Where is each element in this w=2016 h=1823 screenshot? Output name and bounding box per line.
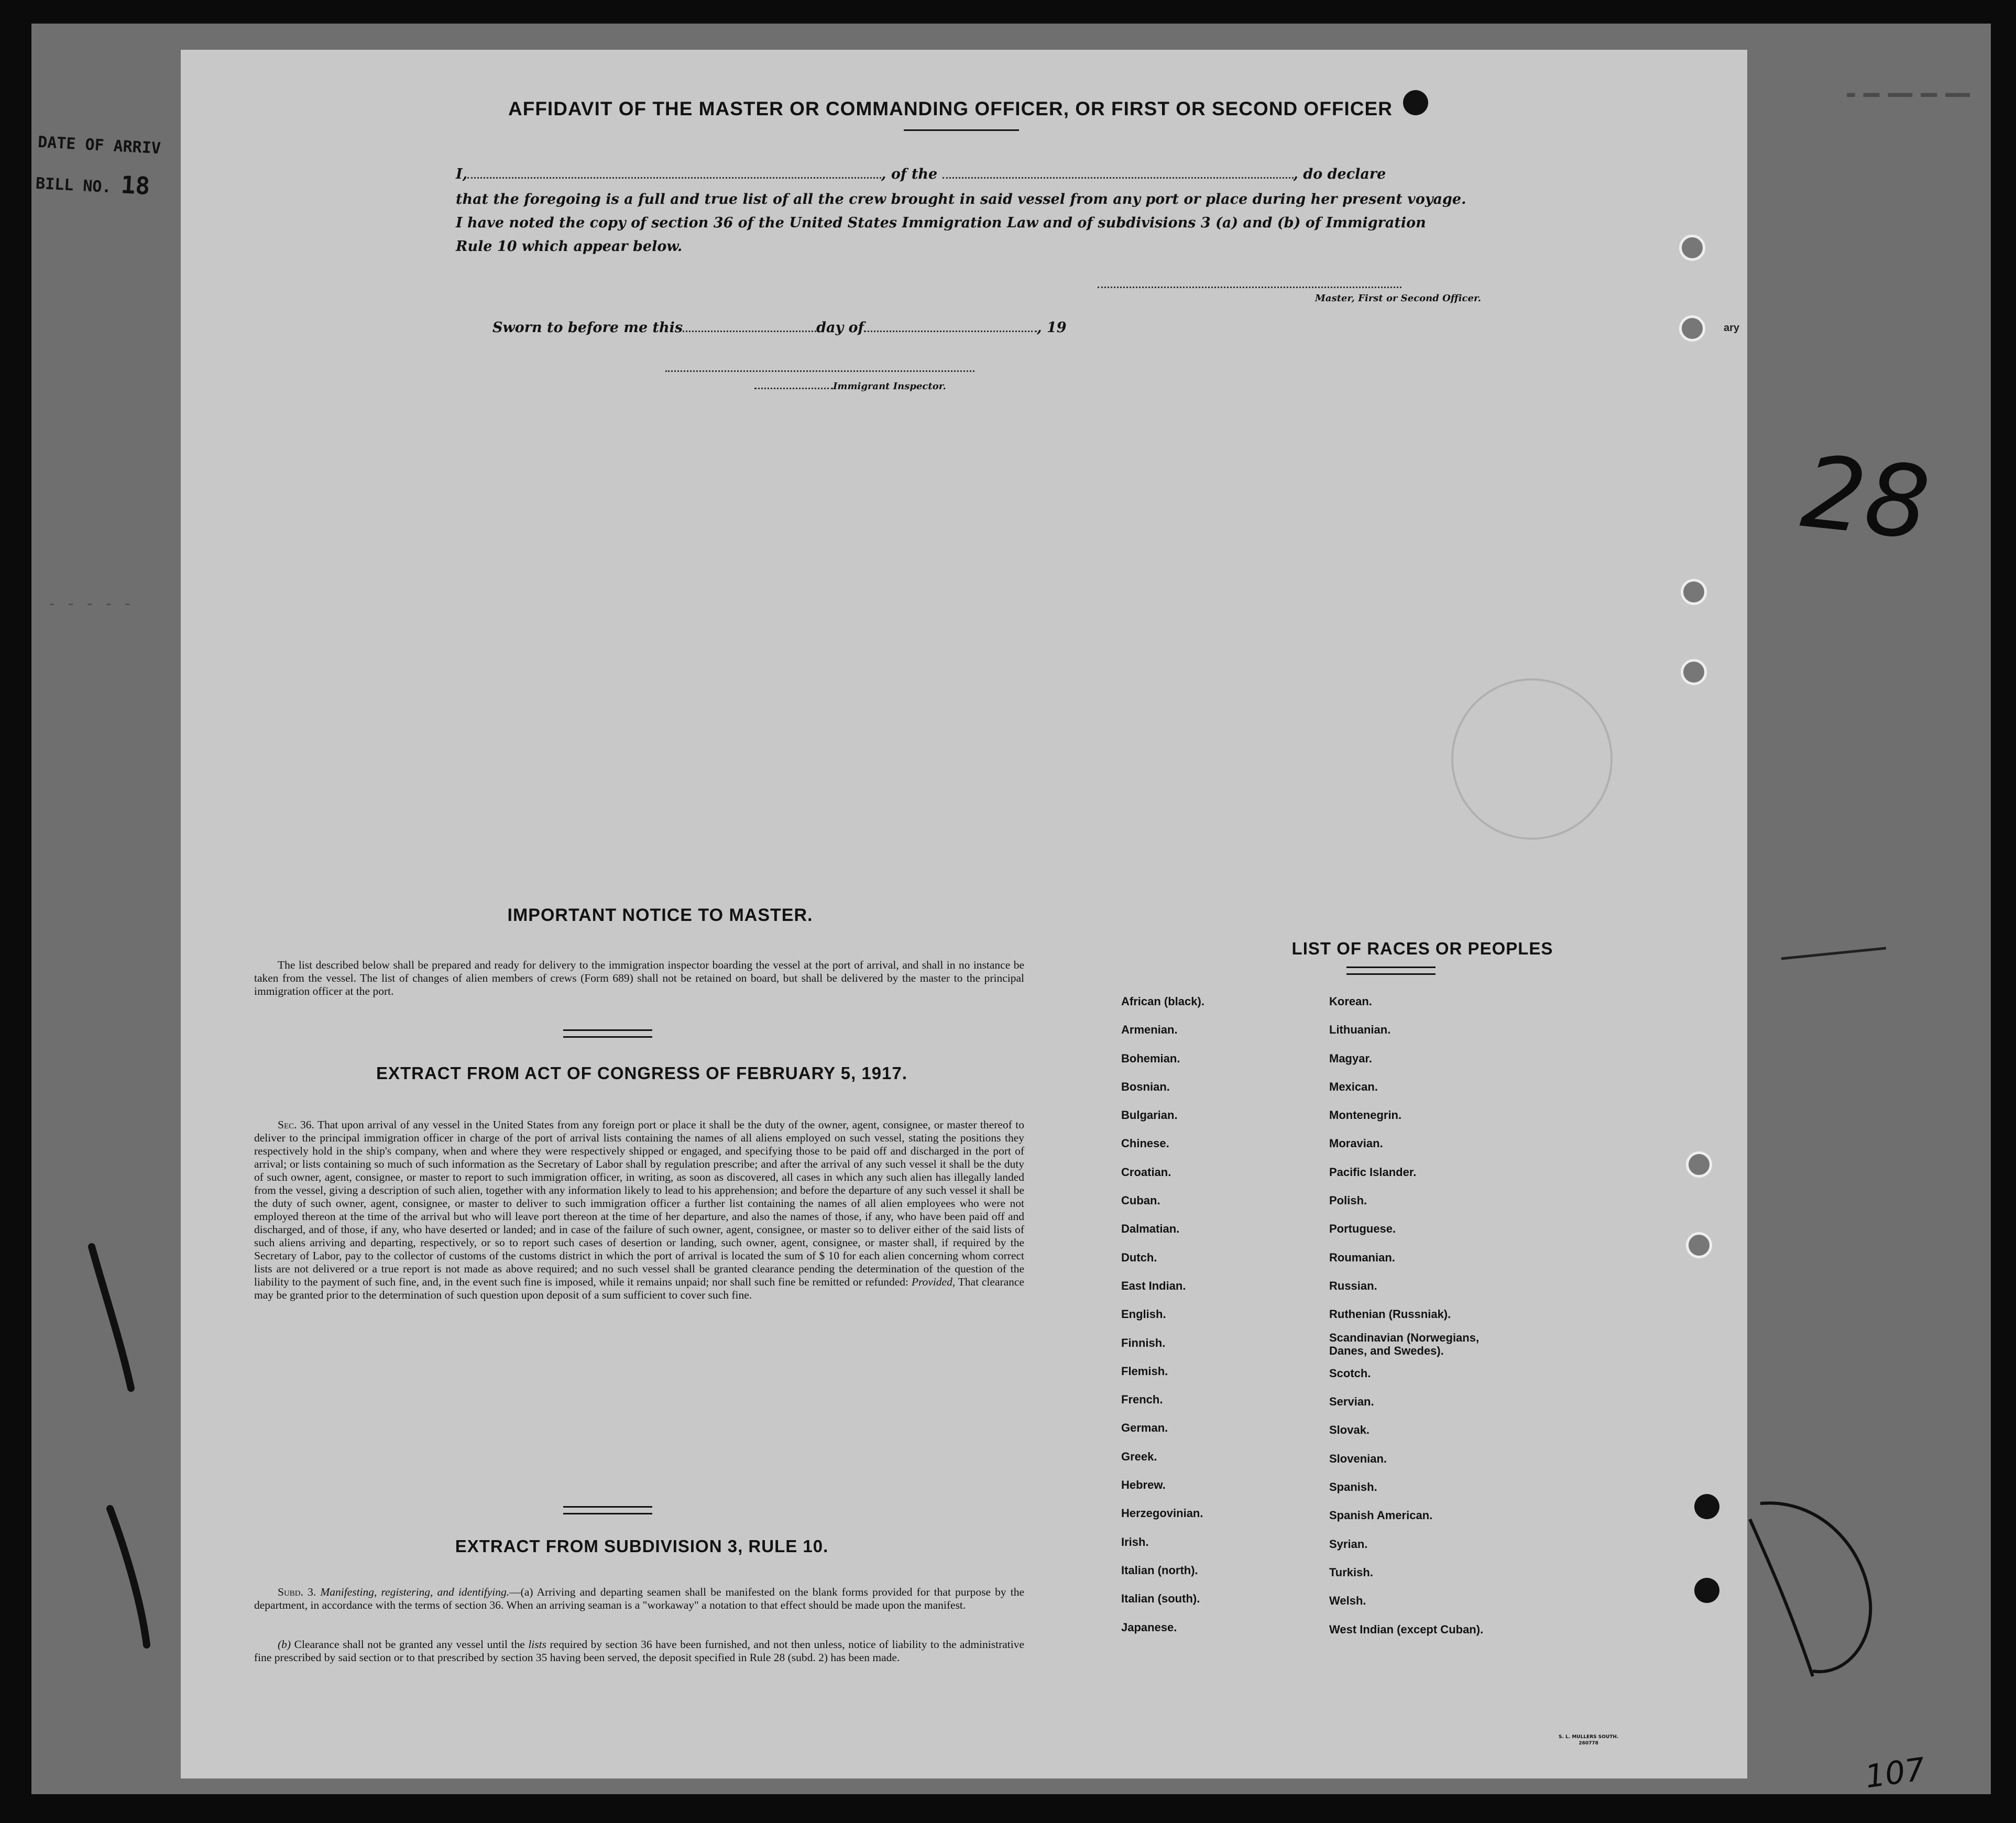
- race-item: Slovenian.: [1329, 1452, 1387, 1465]
- rule-subd-heading: Manifesting, registering, and identifying.: [320, 1586, 510, 1598]
- rule-title: EXTRACT FROM SUBDIVISION 3, RULE 10.: [455, 1536, 829, 1556]
- race-item: Montenegrin.: [1329, 1108, 1402, 1122]
- race-item: Dalmatian.: [1121, 1222, 1180, 1236]
- bleed-through-header: ▬ ▬▬ ▬▬▬ ▬▬ ▬▬▬: [1847, 86, 1970, 102]
- printer-line-1: S. L. MULLERS SOUTH.: [1559, 1734, 1619, 1740]
- race-item: German.: [1121, 1421, 1168, 1435]
- race-item: Cuban.: [1121, 1194, 1160, 1207]
- race-item: English.: [1121, 1308, 1166, 1321]
- race-item: Spanish.: [1329, 1480, 1377, 1494]
- left-margin-stroke: [92, 1247, 147, 1645]
- edge-text: ary: [1724, 322, 1740, 334]
- act-proviso-label: Provided,: [911, 1276, 956, 1288]
- stamp-bill-value: 18: [120, 170, 151, 201]
- race-item: Roumanian.: [1329, 1250, 1395, 1264]
- notice-body: The list described below shall be prepared and ready for delivery to the immigration inspector boarding the vessel at the port of arrival, and shall in no instance be taken from the vessel. The list of changes of alien members of crews (Form 689) shall not be retained on board, but shall be delivered by the master to the principal immigration officer at the port.: [254, 959, 1024, 997]
- races-title: LIST OF RACES OR PEOPLES: [1291, 939, 1553, 958]
- race-item: Polish.: [1329, 1194, 1367, 1207]
- bleed-through-marks: - - - - -: [47, 595, 133, 613]
- race-item: French.: [1121, 1393, 1163, 1407]
- signature-label: Master, First or Second Officer.: [1315, 293, 1482, 304]
- race-item: Korean.: [1329, 995, 1372, 1008]
- race-item: Mexican.: [1329, 1080, 1378, 1093]
- race-item: Greek.: [1121, 1449, 1157, 1463]
- affidavit-line-3: I have noted the copy of section 36 of the United States Immigration Law and of subdivisions 3 (a) and (b) of Immigration: [456, 215, 1426, 231]
- race-item: Bohemian.: [1121, 1051, 1180, 1065]
- race-item: Dutch.: [1121, 1250, 1157, 1264]
- stamp-bill-label: BILL NO.: [35, 174, 112, 197]
- race-item: Scandinavian (Norwegians, Danes, and Swedes).: [1329, 1331, 1480, 1357]
- race-item: Slovak.: [1329, 1423, 1370, 1437]
- act-section-label: Sec. 36.: [278, 1118, 314, 1131]
- race-item: Magyar.: [1329, 1051, 1372, 1065]
- race-item: Welsh.: [1329, 1594, 1366, 1608]
- race-item: Finnish.: [1121, 1336, 1166, 1349]
- affidavit-declare: , do declare: [1293, 166, 1386, 182]
- stamp-date-label: DATE OF ARRIV: [37, 133, 161, 158]
- rule-subd-a-text: Arriving and departing seamen shall be manifested on the blank forms provided for that purpose by the department, in accordance with the terms of section 36. When an arriving seaman is a "workaway" a notation to that effect should be made upon the manifest.: [254, 1586, 1025, 1611]
- race-item: Hebrew.: [1121, 1478, 1166, 1492]
- race-item: West Indian (except Cuban).: [1329, 1622, 1484, 1636]
- race-item: Chinese.: [1121, 1137, 1169, 1150]
- inspector-label: Immigrant Inspector.: [833, 381, 946, 392]
- race-item: Turkish.: [1329, 1565, 1373, 1579]
- act-title: EXTRACT FROM ACT OF CONGRESS OF FEBRUARY 5, 1917.: [376, 1063, 908, 1083]
- race-item: Lithuanian.: [1329, 1023, 1391, 1037]
- rule-subd-b-post: required by section 36 have been furnished, and not then unless, notice of liability to the administrative fine prescribed by said section or to that prescribed by section 35 having been served, the deposit specified in Rule 28 (subd. 2) has been made.: [254, 1638, 1025, 1664]
- act-proviso-text: That clearance may be granted prior to the determination of such question upon deposit of a sum sufficient to cover such fine.: [254, 1276, 1024, 1301]
- rule-subd-b-lists: lists: [528, 1638, 546, 1651]
- race-item: Flemish.: [1121, 1364, 1168, 1378]
- race-item: Scotch.: [1329, 1366, 1371, 1380]
- sworn-prefix: Sworn to before me this: [492, 320, 683, 336]
- affidavit-line-4: Rule 10 which appear below.: [456, 238, 683, 255]
- affidavit-i: I,: [456, 166, 468, 182]
- right-margin-stroke: [1750, 1519, 1813, 1676]
- race-item: Servian.: [1329, 1395, 1374, 1409]
- race-item: Armenian.: [1121, 1023, 1178, 1037]
- affidavit-line-2: that the foregoing is a full and true list of all the crew brought in said vessel from any port or place during her present voyage.: [456, 191, 1466, 207]
- race-item: Syrian.: [1329, 1537, 1368, 1551]
- notice-title: IMPORTANT NOTICE TO MASTER.: [507, 905, 813, 925]
- rule-subd-label: Subd. 3.: [278, 1586, 316, 1598]
- race-item: Bosnian.: [1121, 1080, 1170, 1093]
- right-margin-dash: [1781, 948, 1886, 959]
- race-item: Japanese.: [1121, 1620, 1177, 1634]
- race-item: Spanish American.: [1329, 1509, 1433, 1522]
- rule-subd-b-label: (b): [278, 1638, 291, 1651]
- race-item: Herzegovinian.: [1121, 1507, 1203, 1520]
- race-item: Croatian.: [1121, 1165, 1171, 1179]
- affidavit-title: AFFIDAVIT OF THE MASTER OR COMMANDING OFFICER, OR FIRST OR SECOND OFFICER: [508, 98, 1393, 119]
- act-section-text: That upon arrival of any vessel in the United States from any foreign port or place it shall be the duty of the owner, agent, consignee, or master thereof to deliver to the principal immigration officer in charge of the port of arrival lists containing the names of all aliens employed on such vessel, stating the positions they respectively hold in the ship's company, when and where they were respectively shipped or engaged, and specifying those to be paid off and discharged in the port of arrival; or lists containing so much of such information as the Secretary of Labor shall by regulation prescribe; and after the arrival of any such vessel it shall be the duty of such owner, agent, consignee, or master to report to such immigration officer, in writing, as soon as discovered, all cases in which any such alien has illegally landed from the vessel, giving a description of such alien, together with any information likely to lead to his apprehension; and before the departure of any such vessel it shall be the duty of such owner, agent, consignee, or master to deliver to such immigration officer a further list containing the names of all alien employees who were not employed thereon at the time of the arrival but who will leave port thereon at the time of her departure, and also the names of those, if any, who have been paid off and discharged, and of those, if any, who have deserted or landed; and in case of the failure of such owner, agent, consignee, or master so to deliver either of the said lists of such aliens arriving and departing, respectively, or so to report such cases of desertion or landing, such owner, agent, consignee, or master shall, if required by the Secretary of Labor, pay to the collector of customs of the customs district in which the port of arrival is located the sum of $ 10 for each alien concerning whom correct lists are not delivered or a true report is not made as above required; and no such vessel shall be granted clearance pending the determination of the question of the liability to the payment of such fine, and, in the event such fine is imposed, while it remains unpaid; nor shall such fine be remitted or refunded:: [254, 1118, 1024, 1288]
- race-item: Italian (north).: [1121, 1563, 1198, 1577]
- race-item: Bulgarian.: [1121, 1108, 1178, 1122]
- race-item: Pacific Islander.: [1329, 1165, 1417, 1179]
- sworn-day-of: day of: [816, 320, 864, 336]
- handwritten-corner-note: 107: [1862, 1751, 1927, 1796]
- race-item: Ruthenian (Russniak).: [1329, 1308, 1451, 1321]
- sworn-year: , 19: [1037, 320, 1067, 336]
- race-item: Irish.: [1121, 1535, 1149, 1549]
- rule-subd-b-pre: Clearance shall not be granted any vessel until the: [294, 1638, 525, 1651]
- race-item: Moravian.: [1329, 1137, 1383, 1150]
- race-item: Portuguese.: [1329, 1222, 1396, 1236]
- race-item: Russian.: [1329, 1279, 1377, 1292]
- printer-line-2: 260778: [1579, 1741, 1598, 1746]
- race-item: Italian (south).: [1121, 1592, 1200, 1606]
- handwritten-number: 28: [1796, 433, 1935, 563]
- race-item: African (black).: [1121, 995, 1204, 1008]
- rule-subd-a-label: —(a): [509, 1586, 533, 1598]
- affidavit-of-the: , of the: [881, 166, 938, 182]
- right-margin-curve: [1760, 1503, 1870, 1672]
- race-item: East Indian.: [1121, 1279, 1186, 1292]
